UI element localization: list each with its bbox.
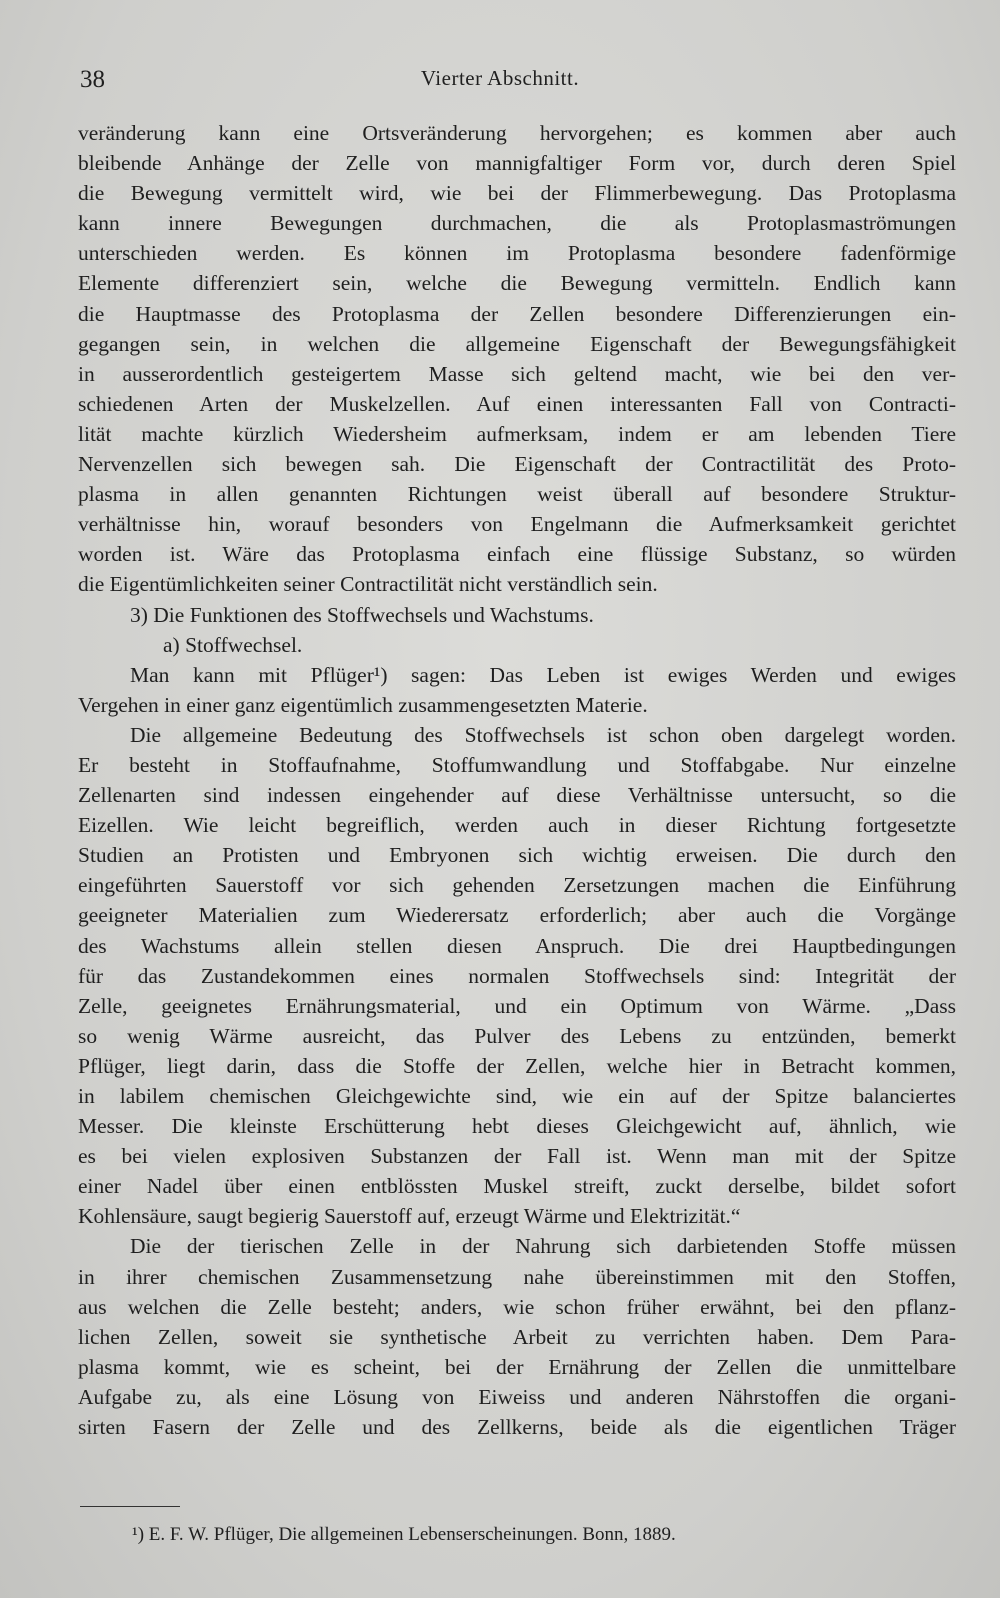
text-line: Studien an Protisten und Embryonen sich wichtig erweisen. Die durch den <box>78 843 956 868</box>
text-line: in labilem chemischen Gleichgewichte sind, wie ein auf der Spitze balanciertes <box>78 1084 956 1108</box>
text-line: Zelle, geeignetes Ernährungsmaterial, und ein Optimum von Wärme. „Dass <box>78 993 956 1018</box>
text-line: gegangen sein, in welchen die allgemeine Eigenschaft der Bewegungsfähigkeit <box>78 331 956 356</box>
text-line: in ausserordentlich gesteigertem Masse sich geltend macht, wie bei den ver- <box>78 361 956 386</box>
text-line: in ihrer chemischen Zusammensetzung nahe übereinstimmen mit den Stoffen, <box>78 1264 956 1289</box>
text-line: kann innere Bewegungen durchmachen, die als Protoplasmaströmungen <box>78 211 956 236</box>
footnote-divider <box>80 1506 180 1507</box>
text-line: so wenig Wärme ausreicht, das Pulver des Lebens zu entzünden, bemerkt <box>78 1023 956 1048</box>
text-line: Vergehen in einer ganz eigentümlich zusammengesetzten Materie. <box>78 692 648 717</box>
text-line: eingeführten Sauerstoff vor sich gehenden Zersetzungen machen die Einführung <box>78 873 956 898</box>
text-line: Eizellen. Wie leicht begreiflich, werden auch in dieser Richtung fortgesetzte <box>78 813 956 838</box>
text-line: worden ist. Wäre das Protoplasma einfach eine flüssige Substanz, so würden <box>78 542 956 567</box>
text-line: es bei vielen explosiven Substanzen der Fall ist. Wenn man mit der Spitze <box>78 1144 956 1169</box>
text-line: lichen Zellen, soweit sie synthetische Arbeit zu verrichten haben. Dem Para- <box>78 1324 956 1349</box>
body-text <box>78 118 956 1442</box>
text-line: geeigneter Materialien zum Wiederersatz erforderlich; aber auch die Vorgänge <box>78 903 956 928</box>
text-line: die Bewegung vermittelt wird, wie bei der Flimmerbewegung. Das Protoplasma <box>78 181 956 206</box>
text-line: plasma in allen genannten Richtungen weist überall auf besondere Struktur- <box>78 482 956 507</box>
page-number: 38 <box>80 66 105 93</box>
text-line: Zellenarten sind indessen eingehender auf diese Verhältnisse untersucht, so die <box>78 783 956 808</box>
text-line: veränderung kann eine Ortsveränderung hervorgehen; es kommen aber auch <box>78 121 956 145</box>
subsection-heading: a) Stoffwechsel. <box>163 632 303 657</box>
text-line: plasma kommt, wie es scheint, bei der Ernährung der Zellen die unmittelbare <box>78 1354 956 1379</box>
text-line: verhältnisse hin, worauf besonders von Engelmann die Aufmerksamkeit gerichtet <box>78 512 956 537</box>
text-line: die Hauptmasse des Protoplasma der Zellen besondere Differenzierungen ein- <box>78 301 956 326</box>
running-head: Vierter Abschnitt. <box>420 66 580 90</box>
text-line: Elemente differenziert sein, welche die Bewegung vermitteln. Endlich kann <box>78 271 956 296</box>
text-line: Pflüger, liegt darin, dass die Stoffe der Zellen, welche hier in Betracht kommen, <box>78 1053 956 1078</box>
text-line: die Eigentümlichkeiten seiner Contractilität nicht verständlich sein. <box>78 572 658 597</box>
text-line: Aufgabe zu, als eine Lösung von Eiweiss und anderen Nährstoffen die organi- <box>78 1384 956 1409</box>
section-heading: 3) Die Funktionen des Stoffwechsels und Wachstums. <box>130 602 594 627</box>
text-line: für das Zustandekommen eines normalen Stoffwechsels sind: Integrität der <box>78 963 956 988</box>
text-line: des Wachstums allein stellen diesen Anspruch. Die drei Hauptbedingungen <box>78 933 956 958</box>
text-line: Er besteht in Stoffaufnahme, Stoffumwandlung und Stoffabgabe. Nur einzelne <box>78 752 956 777</box>
text-line: Die allgemeine Bedeutung des Stoffwechsels ist schon oben dargelegt worden. <box>130 722 956 747</box>
footnote: ¹) E. F. W. Pflüger, Die allgemeinen Lebenserscheinungen. Bonn, 1889. <box>132 1524 676 1545</box>
text-line: Die der tierischen Zelle in der Nahrung sich darbietenden Stoffe müssen <box>130 1234 956 1259</box>
text-line: sirten Fasern der Zelle und des Zellkerns, beide als die eigentlichen Träger <box>78 1415 956 1440</box>
text-line: einer Nadel über einen entblössten Muskel streift, zuckt derselbe, bildet sofort <box>78 1174 956 1199</box>
text-line: aus welchen die Zelle besteht; anders, wie schon früher erwähnt, bei den pflanz- <box>78 1294 956 1319</box>
text-line: schiedenen Arten der Muskelzellen. Auf einen interessanten Fall von Contracti- <box>78 391 956 416</box>
text-line: bleibende Anhänge der Zelle von mannigfaltiger Form vor, durch deren Spiel <box>78 151 956 176</box>
text-line: Kohlensäure, saugt begierig Sauerstoff auf, erzeugt Wärme und Elektrizität.“ <box>78 1204 741 1229</box>
text-line: Nervenzellen sich bewegen sah. Die Eigenschaft der Contractilität des Proto- <box>78 452 956 477</box>
text-line: Man kann mit Pflüger¹) sagen: Das Leben ist ewiges Werden und ewiges <box>130 662 956 687</box>
text-line: Messer. Die kleinste Erschütterung hebt dieses Gleichgewicht auf, ähnlich, wie <box>78 1114 956 1139</box>
text-line: lität machte kürzlich Wiedersheim aufmerksam, indem er am lebenden Tiere <box>78 421 956 446</box>
text-line: unterschieden werden. Es können im Protoplasma besondere fadenförmige <box>78 241 956 266</box>
